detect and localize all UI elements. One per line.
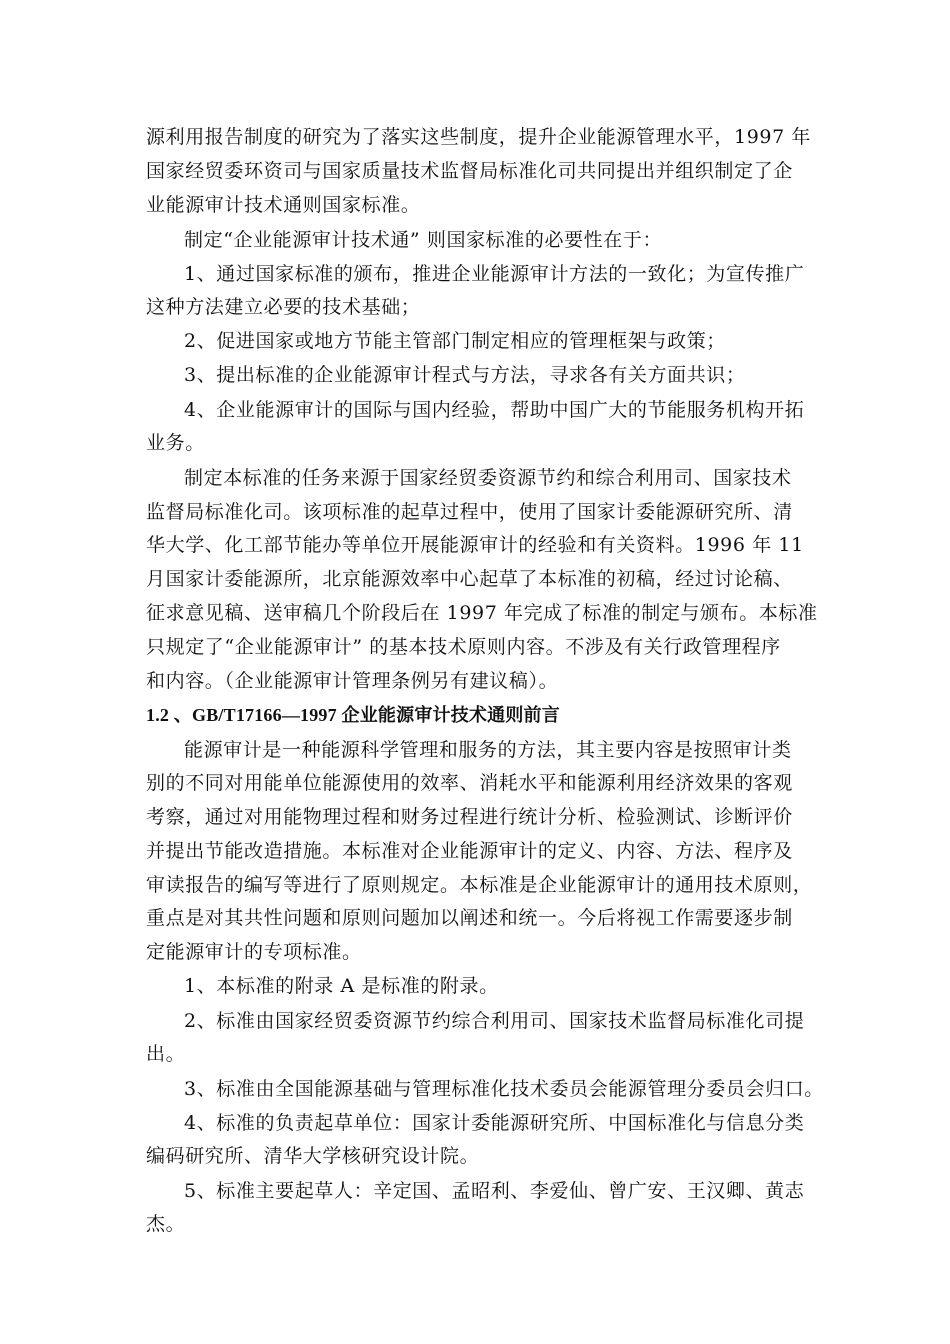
list-item-line: 这种方法建立必要的技术基础； (146, 296, 421, 318)
paragraph-line: 考察，通过对用能物理过程和财务过程进行统计分析、检验测试、诊断评价 (146, 806, 793, 828)
paragraph-line: 源利用报告制度的研究为了落实这些制度，提升企业能源管理水平，1997 年 (146, 126, 811, 148)
list-item-line: 编码研究所、清华大学核研究设计院。 (146, 1145, 480, 1167)
list-item-line: 业务。 (146, 432, 205, 454)
paragraph-line: 制定“企业能源审计技术通” 则国家标准的必要性在于： (184, 229, 663, 251)
paragraph-line: 国家经贸委环资司与国家质量技术监督局标准化司共同提出并组织制定了企 (146, 160, 793, 182)
list-item-line: 2、标准由国家经贸委资源节约综合利用司、国家技术监督局标准化司提 (184, 1010, 805, 1032)
paragraph-line: 能源审计是一种能源科学管理和服务的方法，其主要内容是按照审计类 (184, 739, 792, 761)
list-item-line: 2、促进国家或地方节能主管部门制定相应的管理框架与政策； (184, 330, 726, 352)
list-item-line: 4、标准的负责起草单位：国家计委能源研究所、中国标准化与信息分类 (184, 1112, 805, 1134)
list-item-line: 3、提出标准的企业能源审计程式与方法，寻求各有关方面共识； (184, 364, 746, 386)
paragraph-line: 监督局标准化司。该项标准的起草过程中，使用了国家计委能源研究所、清 (146, 501, 793, 523)
list-item-line: 3、标准由全国能源基础与管理标准化技术委员会能源管理分委员会归口。 (184, 1078, 824, 1100)
list-item-line: 5、标准主要起草人：辛定国、孟昭利、李爱仙、曾广安、王汉卿、黄志 (184, 1180, 805, 1202)
list-item-line: 4、企业能源审计的国际与国内经验，帮助中国广大的节能服务机构开拓 (184, 399, 805, 421)
paragraph-line: 定能源审计的专项标准。 (146, 941, 362, 963)
paragraph-line: 华大学、化工部节能办等单位开展能源审计的经验和有关资料。1996 年 11 (146, 534, 804, 556)
list-item-line: 1、本标准的附录 A 是标准的附录。 (184, 975, 499, 997)
paragraph-line: 月国家计委能源所，北京能源效率中心起草了本标准的初稿，经过讨论稿、 (146, 568, 793, 590)
list-item-line: 出。 (146, 1043, 186, 1065)
list-item-line: 1、通过国家标准的颁布，推进企业能源审计方法的一致化；为宣传推广 (184, 263, 805, 285)
paragraph-line: 重点是对其共性问题和原则问题加以阐述和统一。今后将视工作需要逐步制 (146, 907, 793, 929)
paragraph-line: 审读报告的编写等进行了原则规定。本标准是企业能源审计的通用技术原则， (146, 874, 813, 896)
paragraph-line: 别的不同对用能单位能源使用的效率、消耗水平和能源利用经济效果的客观 (146, 772, 793, 794)
paragraph-line: 征求意见稿、送审稿几个阶段后在 1997 年完成了标准的制定与颁布。本标准 (146, 602, 818, 624)
paragraph-line: 只规定了“企业能源审计” 的基本技术原则内容。不涉及有关行政管理程序 (146, 636, 781, 658)
paragraph-line: 制定本标准的任务来源于国家经贸委资源节约和综合利用司、国家技术 (184, 467, 792, 489)
paragraph-line: 业能源审计技术通则国家标准。 (146, 194, 421, 216)
paragraph-line: 并提出节能改造措施。本标准对企业能源审计的定义、内容、方法、程序及 (146, 840, 793, 862)
paragraph-line: 和内容。（企业能源审计管理条例另有建议稿）。 (146, 670, 559, 692)
section-heading: 1.2 、GB/T17166—1997 企业能源审计技术通则前言 (146, 705, 560, 725)
list-item-line: 杰。 (146, 1213, 186, 1235)
